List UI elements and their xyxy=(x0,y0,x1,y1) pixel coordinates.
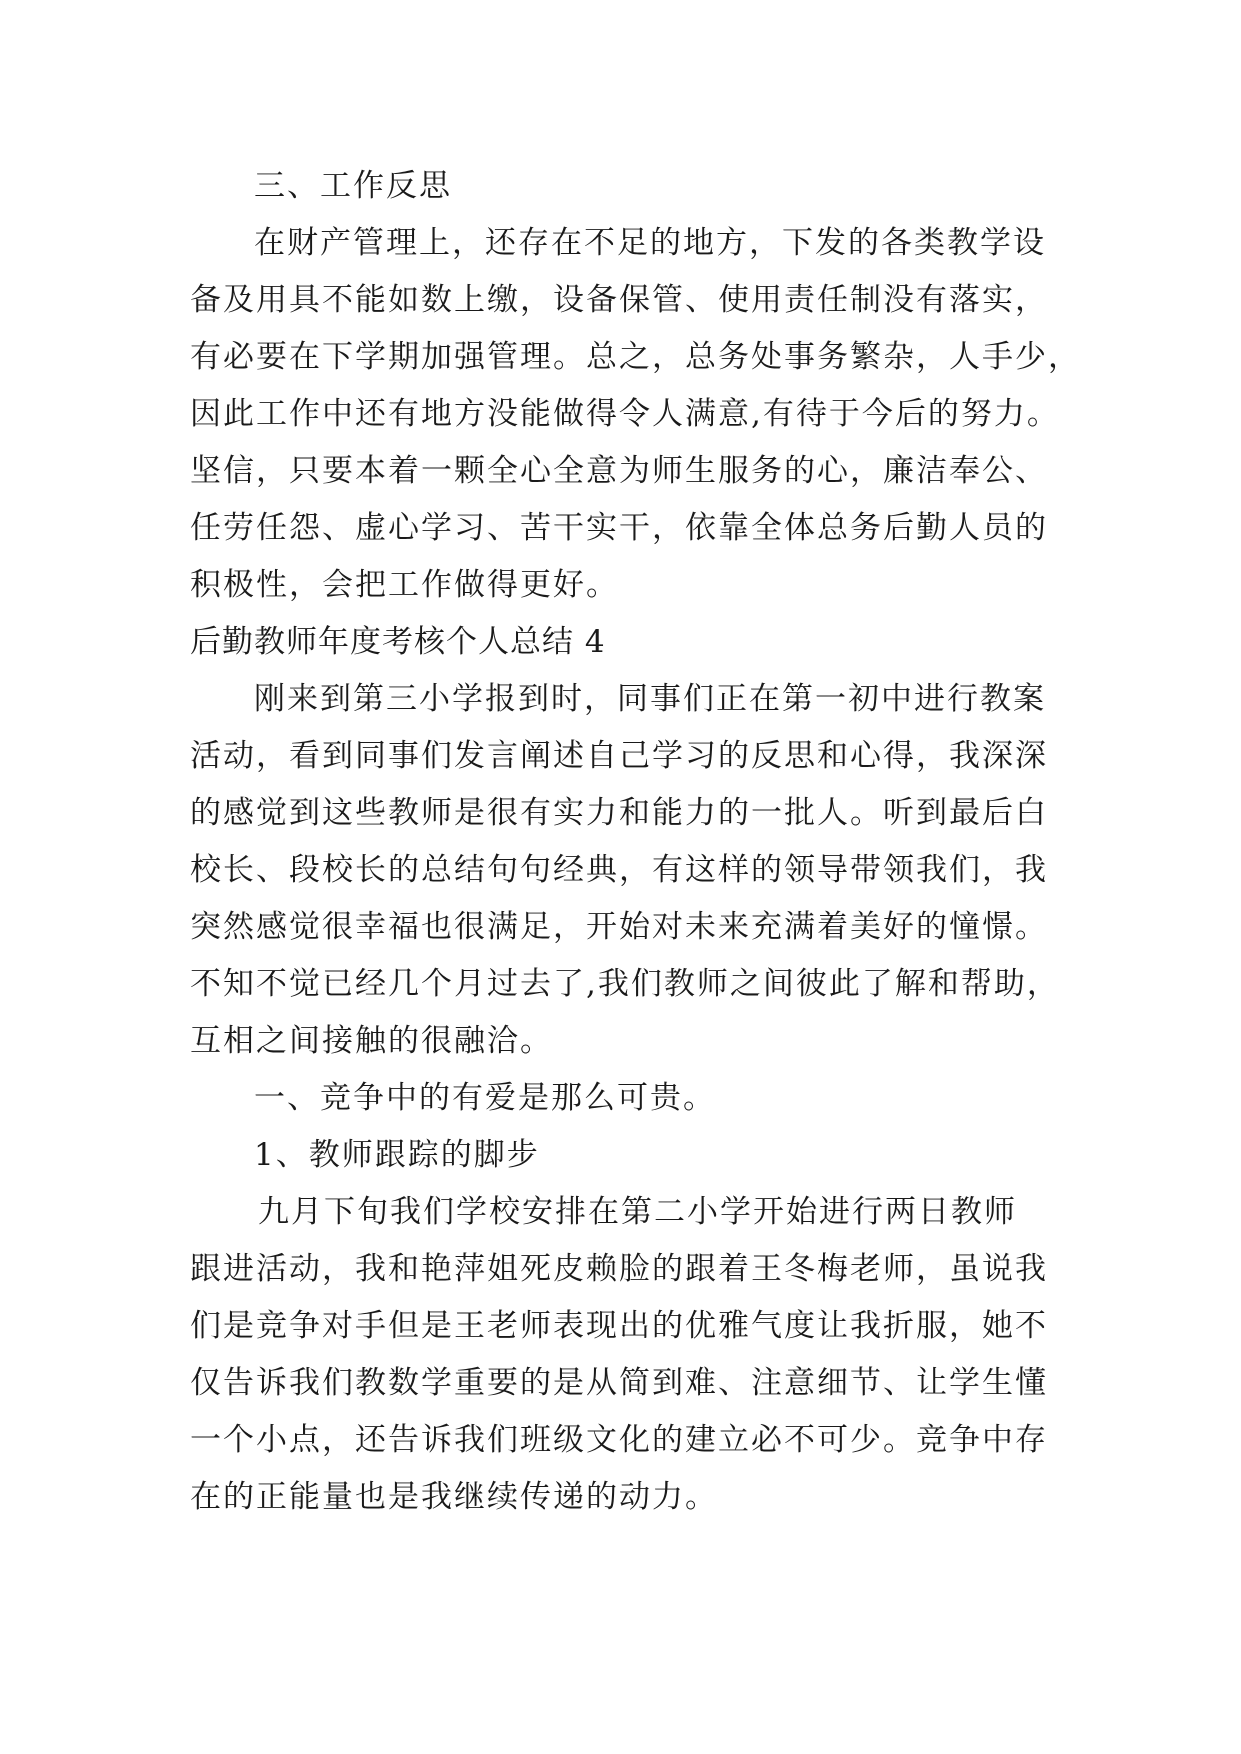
document-title: 后勤教师年度考核个人总结 4 xyxy=(190,624,606,660)
paragraph-line: 积极性，会把工作做得更好。 xyxy=(190,567,619,603)
paragraph-line: 互相之间接触的很融洽。 xyxy=(190,1023,553,1059)
paragraph-line: 仅告诉我们教数学重要的是从简到难、注意细节、让学生懂 xyxy=(190,1365,1048,1401)
paragraph-line: 有必要在下学期加强管理。总之，总务处事务繁杂，人手少， xyxy=(190,339,1081,375)
paragraph-line: 在财产管理上，还存在不足的地方，下发的各类教学设 xyxy=(254,225,1046,261)
paragraph-line: 校长、段校长的总结句句经典，有这样的领导带领我们，我 xyxy=(190,852,1048,888)
paragraph-line: 突然感觉很幸福也很满足，开始对未来充满着美好的憧憬。 xyxy=(190,909,1048,945)
paragraph-line: 九月下旬我们学校安排在第二小学开始进行两日教师 xyxy=(258,1194,1017,1230)
paragraph-line: 们是竞争对手但是王老师表现出的优雅气度让我折服，她不 xyxy=(190,1308,1048,1344)
paragraph-line: 一个小点，还告诉我们班级文化的建立必不可少。竞争中存 xyxy=(190,1422,1048,1458)
section-heading-competition: 一、竞争中的有爱是那么可贵。 xyxy=(254,1080,716,1116)
paragraph-line: 刚来到第三小学报到时，同事们正在第一初中进行教案 xyxy=(254,681,1046,717)
section-heading-reflection: 三、工作反思 xyxy=(254,168,452,204)
paragraph-line: 跟进活动，我和艳萍姐死皮赖脸的跟着王冬梅老师，虽说我 xyxy=(190,1251,1048,1287)
subheading-teacher-tracking: 1、教师跟踪的脚步 xyxy=(254,1137,540,1173)
paragraph-line: 在的正能量也是我继续传递的动力。 xyxy=(190,1479,718,1515)
paragraph-line: 备及用具不能如数上缴，设备保管、使用责任制没有落实， xyxy=(190,282,1048,318)
paragraph-line: 坚信，只要本着一颗全心全意为师生服务的心，廉洁奉公、 xyxy=(190,453,1048,489)
paragraph-line: 的感觉到这些教师是很有实力和能力的一批人。听到最后白 xyxy=(190,795,1048,831)
paragraph-line: 活动，看到同事们发言阐述自己学习的反思和心得，我深深 xyxy=(190,738,1048,774)
paragraph-line: 因此工作中还有地方没能做得令人满意,有待于今后的努力。 xyxy=(190,396,1060,432)
paragraph-line: 不知不觉已经几个月过去了,我们教师之间彼此了解和帮助， xyxy=(190,966,1060,1002)
paragraph-line: 任劳任怨、虚心学习、苦干实干，依靠全体总务后勤人员的 xyxy=(190,510,1048,546)
